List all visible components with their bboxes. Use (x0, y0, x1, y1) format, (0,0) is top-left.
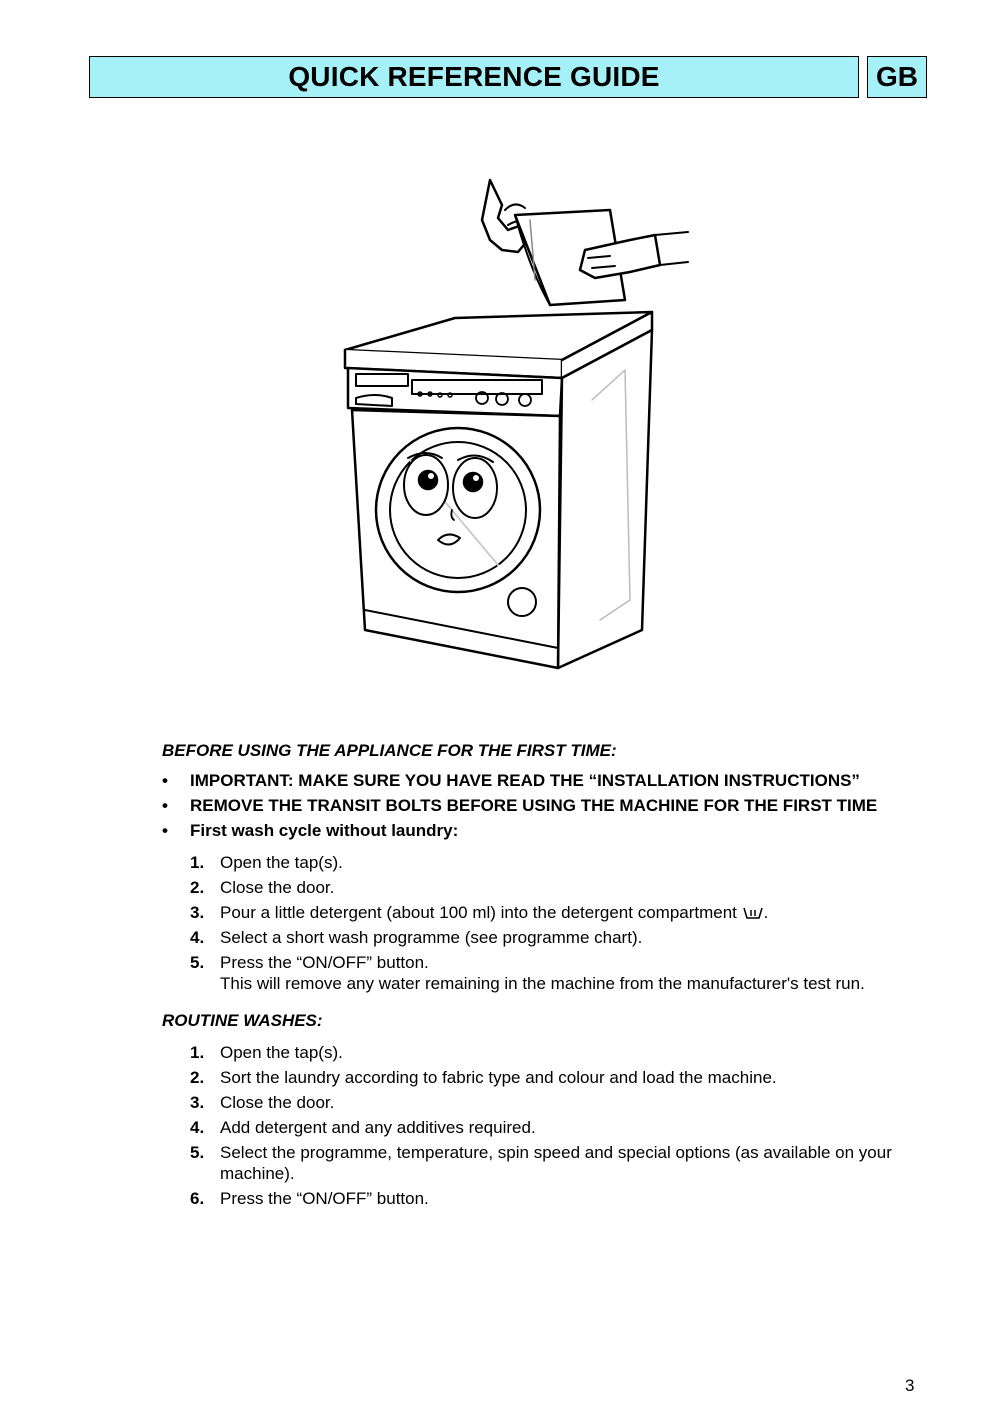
instructions (162, 740, 942, 1213)
routine-heading: ROUTINE WASHES: (162, 1011, 323, 1030)
step-number: 2. (190, 878, 205, 897)
step-item (190, 1142, 942, 1184)
bullet-item (162, 770, 942, 791)
bullet-icon: • (162, 821, 168, 840)
step-item (190, 1117, 942, 1138)
routine-steps (190, 1042, 942, 1209)
step-number: 1. (190, 1043, 205, 1062)
step-text: Pour a little detergent (about 100 ml) into the detergent compartment (220, 903, 737, 922)
step-text: Select a short wash programme (see programme chart). (220, 928, 643, 947)
hands-with-manual-icon (482, 180, 688, 305)
bullet-item (162, 820, 942, 841)
step-text: Sort the laundry according to fabric type and colour and load the machine. (220, 1068, 777, 1087)
step-text: Press the “ON/OFF” button. (220, 953, 429, 972)
first-wash-steps (190, 852, 942, 994)
step-item (190, 1092, 942, 1113)
step-number: 1. (190, 853, 205, 872)
step-number: 5. (190, 953, 205, 972)
step-item (190, 1188, 942, 1209)
step-text: Add detergent and any additives required. (220, 1118, 536, 1137)
language-badge: GB (867, 56, 927, 98)
step-number: 3. (190, 1093, 205, 1112)
page-number: 3 (905, 1376, 915, 1395)
bullet-text: REMOVE THE TRANSIT BOLTS BEFORE USING THE MACHINE FOR THE FIRST TIME (190, 796, 878, 815)
bullet-icon: • (162, 771, 168, 790)
step-suffix: . (763, 903, 769, 922)
step-number: 5. (190, 1143, 205, 1162)
step-number: 4. (190, 928, 205, 947)
step-text: Open the tap(s). (220, 1043, 343, 1062)
step-item (190, 1042, 942, 1063)
step-text: Close the door. (220, 878, 335, 897)
step-number: 4. (190, 1118, 205, 1137)
bullet-icon: • (162, 796, 168, 815)
step-number: 2. (190, 1068, 205, 1087)
step-item (190, 852, 942, 873)
bullet-item (162, 795, 942, 816)
page-title: QUICK REFERENCE GUIDE (89, 56, 859, 98)
step-item (190, 1067, 942, 1088)
bullet-text: First wash cycle without laundry: (190, 821, 459, 840)
washing-machine-illustration (330, 170, 690, 675)
detergent-compartment-icon (742, 904, 764, 918)
step-item (190, 877, 942, 898)
step-item (190, 952, 942, 994)
step-text: Select the programme, temperature, spin speed and special options (as available on your machine). (220, 1143, 892, 1183)
step-item (190, 902, 942, 923)
step-number: 3. (190, 903, 205, 922)
step-text: Press the “ON/OFF” button. (220, 1189, 429, 1208)
bullet-text: IMPORTANT: MAKE SURE YOU HAVE READ THE “INSTALLATION INSTRUCTIONS” (190, 771, 860, 790)
step-item (190, 927, 942, 948)
step-note: This will remove any water remaining in the machine from the manufacturer's test run. (220, 974, 865, 993)
step-text: Open the tap(s). (220, 853, 343, 872)
step-text: Close the door. (220, 1093, 335, 1112)
first-time-heading: BEFORE USING THE APPLIANCE FOR THE FIRST TIME: (162, 741, 617, 760)
step-number: 6. (190, 1189, 205, 1208)
